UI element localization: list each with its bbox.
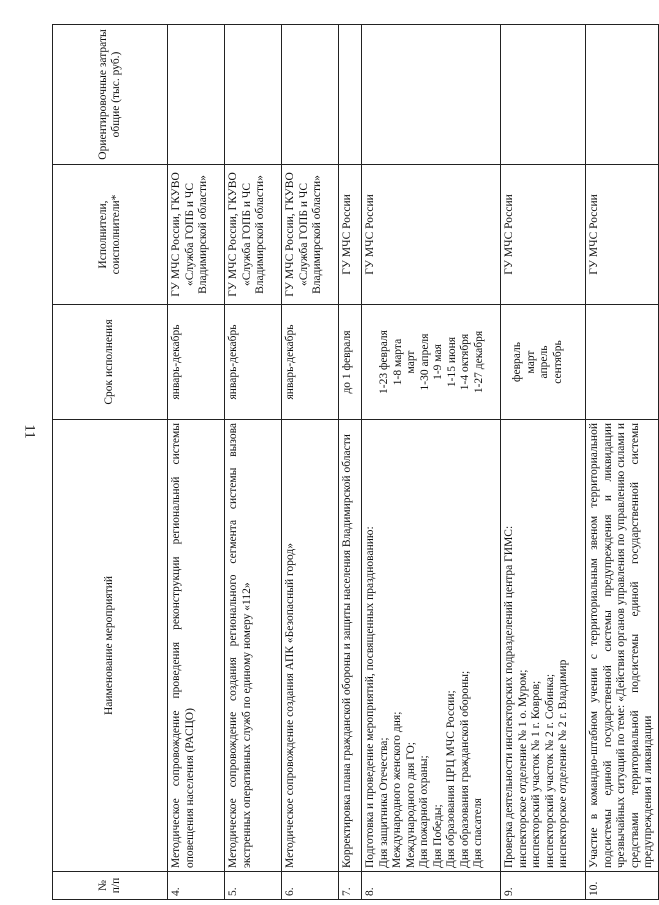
table-row [339, 25, 362, 900]
table-row [362, 25, 501, 900]
row-name-line: Международного женского дня; [391, 711, 403, 868]
row-name [501, 420, 586, 872]
row-cost [501, 25, 586, 165]
row-name-line: Подготовка и проведение мероприятий, посвященных празднованию: [364, 526, 376, 868]
table-row [168, 25, 225, 900]
row-name-line: инспекторский участок № 2 г. Собинка; [543, 673, 556, 868]
row-executor: ГУ МЧС России [586, 165, 659, 305]
header-num: № п/п [53, 872, 168, 900]
row-cost [225, 25, 282, 165]
row-term: до 1 февраля [339, 305, 362, 420]
activities-table [52, 24, 659, 900]
row-term-line: февраль [511, 342, 523, 382]
row-name-line: Дня Победы; [431, 804, 444, 868]
row-num: 6. [282, 872, 339, 900]
row-name-line: инспекторское отделение № 2 г. Владимир [557, 659, 569, 868]
row-num: 4. [168, 872, 225, 900]
row-num: 10. [586, 872, 659, 900]
row-term-line: сентябрь [551, 340, 564, 384]
row-num: 7. [339, 872, 362, 900]
row-num: 8. [362, 872, 501, 900]
row-executor: ГУ МЧС России [501, 165, 586, 305]
row-executor: ГУ МЧС России, ГКУВО «Служба ГОПБ и ЧС Владимирской области» [282, 165, 339, 305]
table-row [282, 25, 339, 900]
row-name: Методическое сопровождение создания регионального сегмента системы вызова экстренных оперативных служб по единому номеру «112» [225, 420, 282, 872]
header-costs: Ориентировочные затраты общие (тыс. руб.) [53, 25, 168, 165]
row-name [362, 420, 501, 872]
row-term [501, 305, 586, 420]
row-term-line: 1-9 мая [432, 344, 444, 380]
row-executor: ГУ МЧС России, ГКУВО «Служба ГОПБ и ЧС Владимирской области» [225, 165, 282, 305]
header-executors: Исполнители, соисполнители* [53, 165, 168, 305]
row-cost [168, 25, 225, 165]
row-num: 9. [501, 872, 586, 900]
row-name: Участие в командно-штабном учении с территориальным звеном территориальной подсистемы единой государственной системы предупреждения и ликвидации чрезвычайных ситуаций по теме: «Действия органов управления по управлению силами и средствами территориальной подсистемы единой государственной системы предупреждения и ликвидации [586, 420, 659, 872]
row-term [362, 305, 501, 420]
row-term-line: март [405, 350, 417, 374]
row-cost [586, 25, 659, 165]
table-header-row [53, 25, 168, 900]
row-num: 5. [225, 872, 282, 900]
row-term: январь-декабрь [225, 305, 282, 420]
row-name-line: Международного дня ГО; [404, 742, 417, 868]
table-row [501, 25, 586, 900]
row-term: январь-декабрь [282, 305, 339, 420]
row-name: Методическое сопровождение создания АПК «Безопасный город» [282, 420, 339, 872]
row-name: Корректировка плана гражданской обороны и защиты населения Владимирской области [339, 420, 362, 872]
row-term-line: март [524, 350, 537, 374]
row-name-line: Дня образования ЦРЦ МЧС России; [445, 690, 457, 868]
header-name: Наименование мероприятий [53, 420, 168, 872]
row-name: Методическое сопровождение проведения реконструкции региональной системы оповещения населения (РАСЦО) [168, 420, 225, 872]
row-term-line: апрель [538, 345, 550, 379]
row-name-line: Дня спасателя [472, 798, 484, 868]
row-name-line: Дня образования гражданской обороны; [458, 670, 471, 868]
row-executor: ГУ МЧС России, ГКУВО «Служба ГОПБ и ЧС Владимирской области» [168, 165, 225, 305]
header-term: Срок исполнения [53, 305, 168, 420]
row-term-line: 1-8 марта [391, 338, 404, 386]
row-cost [282, 25, 339, 165]
row-name-line: инспекторский участок № 1 г. Ковров; [530, 680, 542, 868]
row-executor: ГУ МЧС России [362, 165, 501, 305]
row-term [586, 305, 659, 420]
row-name-line: Проверка деятельности инспекторских подразделений центра ГИМС: [503, 525, 515, 868]
row-name-line: Дня пожарной охраны; [418, 755, 430, 868]
row-term-line: 1-15 июня [445, 336, 458, 388]
row-term-line: 1-27 декабря [472, 330, 485, 394]
page-number: 11 [21, 424, 38, 439]
table-row [586, 25, 659, 900]
row-cost [339, 25, 362, 165]
row-term-line: 1-4 октября [459, 333, 471, 391]
row-name-line: Дня защитника Отечества; [377, 737, 390, 868]
row-cost [362, 25, 501, 165]
row-term-line: 1-23 февраля [378, 330, 390, 394]
row-executor: ГУ МЧС России [339, 165, 362, 305]
row-term: январь-декабрь [168, 305, 225, 420]
table-row [225, 25, 282, 900]
row-name-line: инспекторское отделение № 1 о. Муром; [516, 669, 529, 868]
row-term-line: 1-30 апреля [418, 333, 431, 391]
